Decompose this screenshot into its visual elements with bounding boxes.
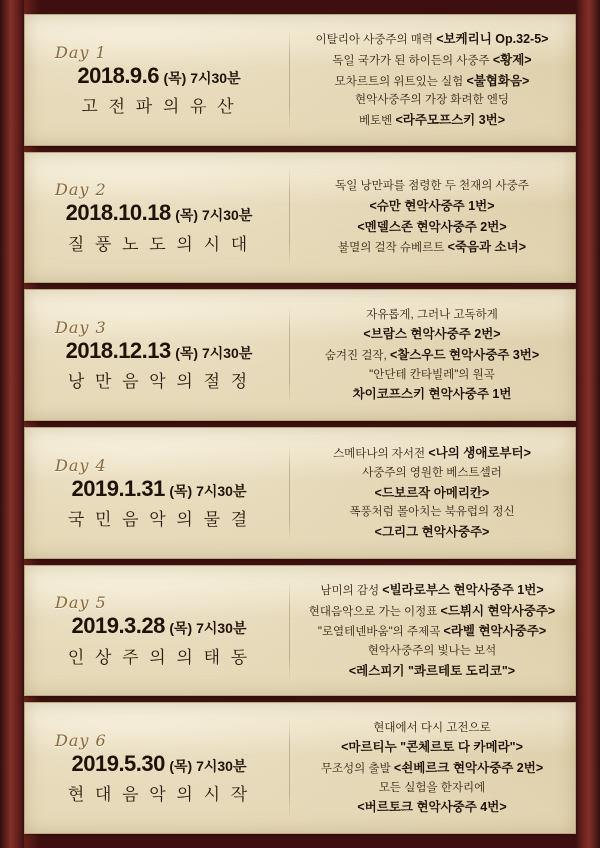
program-line xyxy=(353,385,512,404)
concert-theme: 질 풍 노 도 의 시 대 xyxy=(67,234,251,254)
program-line xyxy=(316,30,549,49)
program-line xyxy=(355,92,509,109)
date-main: 2019.5.30 xyxy=(71,751,165,777)
date-time: (목) 7시30분 xyxy=(175,345,253,362)
program-line xyxy=(318,622,546,641)
program-line xyxy=(379,780,485,797)
date-main: 2019.1.31 xyxy=(71,475,165,501)
concert-date xyxy=(66,201,253,225)
date-time: (목) 7시30분 xyxy=(163,69,241,86)
day-info xyxy=(25,153,289,283)
program-line xyxy=(335,72,530,91)
date-main: 2018.12.13 xyxy=(65,338,171,364)
concert-date xyxy=(72,614,247,638)
day-row xyxy=(24,152,576,284)
program-line xyxy=(320,581,543,600)
program-line xyxy=(366,307,498,324)
day-info xyxy=(25,566,289,696)
program-description: 스메타나의 자서전 xyxy=(333,448,429,461)
program-list xyxy=(289,566,575,696)
program-list xyxy=(289,15,575,145)
day-list xyxy=(24,14,576,834)
program-line xyxy=(357,798,506,817)
date-main: 2018.10.18 xyxy=(65,200,171,226)
program-work-title: <드뷔시 현악사중주> xyxy=(440,603,556,618)
program-line xyxy=(349,504,514,521)
program-work-title: <보케리니 Op.32-5> xyxy=(436,32,549,47)
program-line xyxy=(338,238,526,257)
program-work-title: <나의 생애로부터> xyxy=(428,446,531,461)
program-description: 베토벤 xyxy=(358,114,396,127)
concert-theme: 인 상 주 의 의 태 동 xyxy=(67,647,251,667)
concert-date xyxy=(77,64,240,88)
program-description: 독일 국가가 된 하이든의 사중주 xyxy=(332,54,493,67)
date-time: (목) 7시30분 xyxy=(169,758,247,775)
date-time: (목) 7시30분 xyxy=(169,482,247,499)
program-line xyxy=(359,111,505,130)
day-row xyxy=(24,565,576,697)
date-main: 2019.3.28 xyxy=(71,613,165,639)
program-work-title: <죽음과 소녀> xyxy=(447,240,527,255)
concert-date xyxy=(72,752,247,776)
day-label: Day 4 xyxy=(55,455,107,475)
date-time: (목) 7시30분 xyxy=(169,620,247,637)
program-list xyxy=(289,428,575,558)
program-line xyxy=(375,484,490,503)
program-description: 현대에서 다시 고전으로 xyxy=(373,721,491,734)
program-line xyxy=(309,602,555,621)
program-work-title: <레스피기 "콰르테토 도리코"> xyxy=(348,663,516,678)
concert-date xyxy=(72,477,247,501)
program-description: 독일 낭만파를 점령한 두 천재의 사중주 xyxy=(335,180,529,193)
day-label: Day 2 xyxy=(55,180,107,200)
program-line xyxy=(349,662,515,681)
day-row xyxy=(24,14,576,146)
program-work-title: <쇤베르크 현악사중주 2번> xyxy=(393,760,544,775)
program-line xyxy=(362,465,502,482)
day-info xyxy=(25,703,289,833)
program-work-title: <그리그 현악사중주> xyxy=(374,524,490,539)
program-description: 자유롭게, 그러나 고독하게 xyxy=(366,308,498,321)
program-work-title: <슈만 현악사중주 1번> xyxy=(369,198,495,213)
program-description: 사중주의 영원한 베스트셀러 xyxy=(362,466,502,479)
program-work-title: <찰스우드 현악사중주 3번> xyxy=(389,347,540,362)
program-description: 현대음악으로 가는 이정표 xyxy=(308,605,441,618)
concert-theme: 낭 만 음 악 의 절 정 xyxy=(67,372,251,392)
program-line xyxy=(357,218,506,237)
date-main: 2018.9.6 xyxy=(77,62,160,88)
program-line xyxy=(368,643,497,660)
program-line xyxy=(375,523,490,542)
program-line xyxy=(363,325,500,344)
program-work-title: <빌라로부스 현악사중주 1번> xyxy=(382,582,544,597)
program-list xyxy=(289,290,575,420)
concert-theme: 고 전 파 의 유 산 xyxy=(81,96,237,116)
date-time: (목) 7시30분 xyxy=(175,207,253,224)
program-work-title: <황제> xyxy=(492,52,532,67)
program-description: 현악사중주의 빛나는 보석 xyxy=(367,644,497,657)
program-description: 이탈리아 사중주의 매력 xyxy=(315,34,437,47)
day-row xyxy=(24,427,576,559)
program-line xyxy=(369,367,495,384)
program-work-title: <멘델스존 현악사중주 2번> xyxy=(357,219,507,234)
day-label: Day 5 xyxy=(55,593,107,613)
program-list xyxy=(289,153,575,283)
program-work-title: 차이코프스키 현악사중주 1번 xyxy=(352,387,512,402)
program-line xyxy=(332,51,531,70)
day-info xyxy=(25,290,289,420)
program-list xyxy=(289,703,575,833)
day-label: Day 3 xyxy=(55,318,107,338)
program-description: 숨겨진 걸작, xyxy=(324,349,390,362)
program-description: "로열테넨바움"의 주제곡 xyxy=(317,626,444,639)
day-row xyxy=(24,702,576,834)
program-work-title: <불협화음> xyxy=(466,73,530,88)
program-work-title: <마르티누 "콘체르토 다 카메라"> xyxy=(341,740,523,755)
concert-date xyxy=(66,339,253,363)
program-line xyxy=(325,346,539,365)
concert-theme: 국 민 음 악 의 물 결 xyxy=(67,509,251,529)
program-description: 모든 실험을 한자리에 xyxy=(378,781,486,794)
program-line xyxy=(333,444,531,463)
program-work-title: <브람스 현악사중주 2번> xyxy=(363,327,501,342)
program-line xyxy=(373,720,490,737)
program-description: 남미의 감성 xyxy=(320,584,383,597)
program-line xyxy=(335,178,529,195)
program-description: 폭풍처럼 몰아치는 북유럽의 정신 xyxy=(349,506,515,519)
program-work-title: <라벨 현악사중주> xyxy=(443,624,547,639)
program-description: "안단테 칸타빌레"의 원곡 xyxy=(369,368,495,381)
program-line xyxy=(321,759,543,778)
concert-theme: 현 대 음 악 의 시 작 xyxy=(67,785,251,805)
day-info xyxy=(25,428,289,558)
program-description: 현악사중주의 가장 화려한 엔딩 xyxy=(354,94,509,107)
program-work-title: <라주모프스키 3번> xyxy=(395,112,506,127)
program-description: 불멸의 걸작 슈베르트 xyxy=(337,242,448,255)
program-line xyxy=(369,197,494,216)
day-label: Day 6 xyxy=(55,731,107,751)
program-work-title: <드보르작 아메리칸> xyxy=(374,485,490,500)
program-description: 모차르트의 위트있는 실험 xyxy=(334,75,467,88)
program-work-title: <버르토크 현악사중주 4번> xyxy=(357,800,507,815)
day-label: Day 1 xyxy=(55,42,107,62)
program-line xyxy=(341,738,523,757)
program-description: 무조성의 출발 xyxy=(320,762,394,775)
day-row xyxy=(24,289,576,421)
day-info xyxy=(25,15,289,145)
